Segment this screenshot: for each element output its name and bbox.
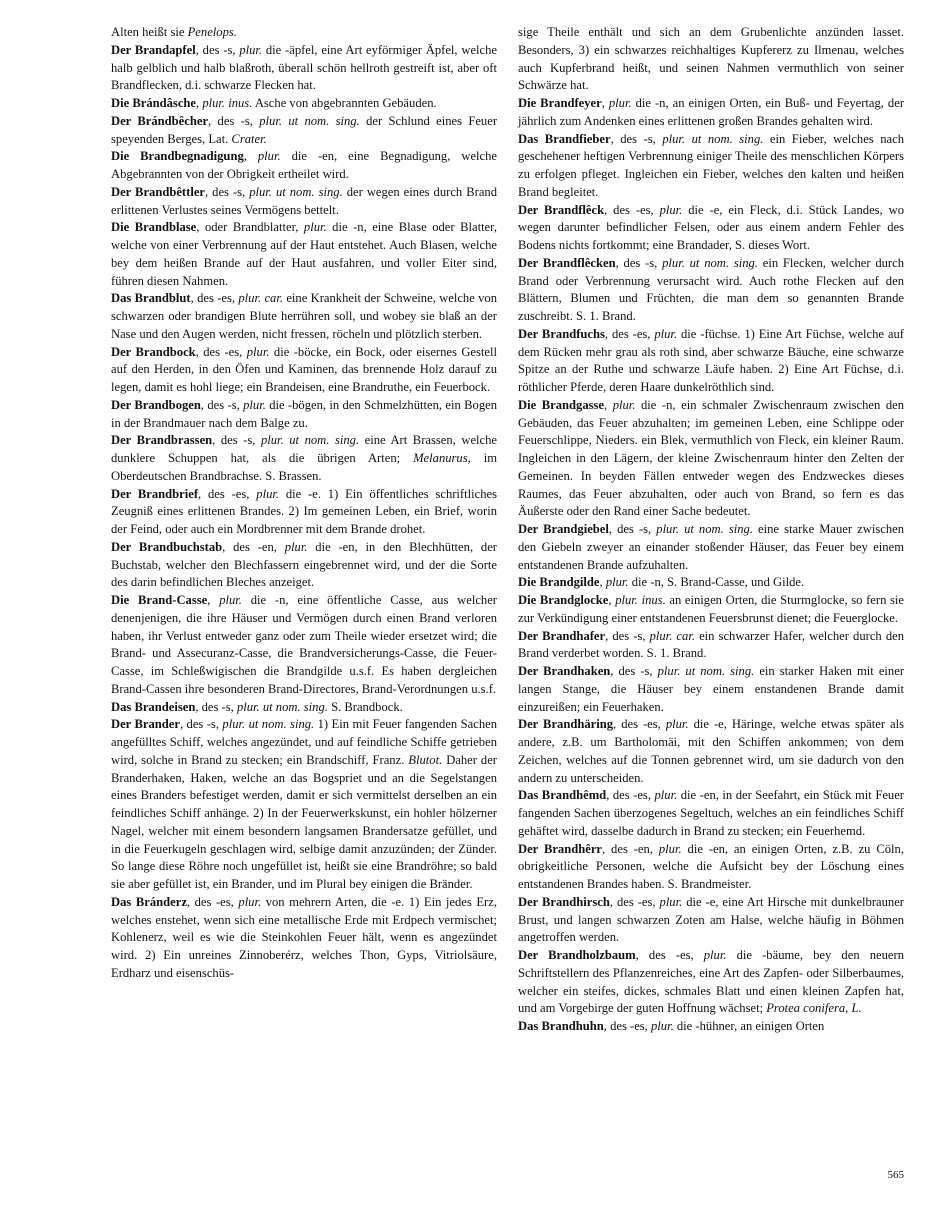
entry-text: , bbox=[608, 593, 616, 607]
entry-text: die -en, an einigen Orten, z.B. zu Cöln, obrigkeitliche Personen, welche die Aufsicht bey der Löschung eines entstandenen Brandes haben. S. Brandmeister. bbox=[518, 841, 904, 891]
entry-headword: Der Brandbêttler bbox=[111, 184, 206, 199]
entry-text: , des -s, bbox=[608, 522, 657, 536]
entry-text: , des -s, bbox=[615, 255, 663, 270]
entry-italic-text: plur. bbox=[658, 841, 682, 856]
entry-text: , bbox=[207, 593, 220, 607]
entry-text: die -n, an einigen Orten, ein Buß- und Feyertag, der jährlich zum Andenken eines erlittenen großen Brandes gehalten wird. bbox=[518, 96, 905, 128]
entry-text: , des -es, bbox=[604, 326, 655, 341]
entry-text: von mehrern Arten, die -e. 1) Ein jedes Erz, welches enstehet, wenn sich eine metallische Erde mit Erdpech vermischet; Kohlenerz, weil es wie die Steinkohlen Feuer hält, wenn es angezündet wird. 2) Ein unreines Zinnoberérz, welches Thon, Gyps, Vitriolsäure, Erdharz und eisenschüs- bbox=[111, 894, 497, 980]
entry-italic-text: plur. bbox=[654, 326, 678, 341]
dictionary-entry bbox=[518, 326, 904, 397]
entry-text: der wegen eines durch Brand erlittenen Verlustes seines Vermögens bettelt. bbox=[111, 184, 498, 217]
entry-text: , des -s, bbox=[605, 628, 650, 643]
entry-text: die -n, S. Brand-Casse, und Gilde. bbox=[628, 575, 805, 590]
entry-italic-text: Protea conifera, L. bbox=[766, 1001, 862, 1016]
entry-headword: Der Brandbrassen bbox=[111, 433, 213, 448]
dictionary-entry bbox=[111, 42, 497, 95]
entry-italic-text: plur. car. bbox=[649, 628, 695, 643]
entry-text: , des -es, bbox=[603, 1019, 651, 1033]
entry-text: die -hühner, an einigen Orten bbox=[673, 1019, 825, 1033]
entry-text: , des -s, bbox=[212, 433, 261, 448]
entry-headword: Der Brander bbox=[111, 717, 180, 732]
entry-text: , des -s, bbox=[610, 664, 658, 678]
entry-italic-text: plur. bbox=[284, 539, 308, 554]
entry-text: die -n, eine Blase oder Blatter, welche von einer Verbrennung auf der Haut entstehet. Auch Blasen, welche bey dem heißen Brande auf der Haut ausfahren, und voller Eiter sind, führen diesen Nahmen. bbox=[111, 220, 497, 288]
entry-headword: Der Brandbuchstab bbox=[111, 539, 223, 554]
entry-headword: Der Brandbock bbox=[111, 344, 196, 359]
entry-italic-text: plur. bbox=[256, 486, 280, 501]
entry-headword: Die Brandglocke bbox=[518, 593, 609, 607]
dictionary-entry bbox=[111, 148, 497, 184]
entry-text: eine Krankheit der Schweine, welche von schwarzen oder brandigen Blute herrühren soll, und wobey sie blaß an der Nase und den Augen werden, nicht fressen, röcheln und plötzlich sterben. bbox=[111, 291, 498, 341]
entry-text: , des -es, bbox=[606, 788, 655, 803]
entry-text: eine Art Brassen, welche dunklere Schuppen hat, als die übrigen Arten; bbox=[111, 433, 498, 465]
entry-headword: Der Brandhafer bbox=[518, 628, 606, 643]
entry-text: die -en, in den Blechhütten, der Buchstab, welcher den Blechfassern eingebrennet wird, und der die Sorte des darin befindlichen Bleches anzeiget. bbox=[111, 539, 497, 590]
dictionary-entry bbox=[518, 628, 904, 664]
entry-text: , des -s, bbox=[200, 397, 244, 412]
entry-text: die -n, eine öffentliche Casse, aus welcher denenjenigen, die ihre Häuser und Vermögen durch einen Brand verloren haben, ihr Verlust entweder ganz oder zum Theile wieder ersetzet wird; die Brand- und Assecuranz-Casse, die Brandversicherungs-Casse, die Feuer-Casse, im Schleßwigischen die Brandgilde u.s.f. Es haben dergleichen Brand-Cassen ihre besonderen Brand-Directores, Brand-Verordnungen u.s.f. bbox=[111, 593, 498, 696]
entry-text: die -e, ein Fleck, d.i. Stück Landes, wo wegen darunter befindlicher Felsen, oder aus einem andern Fehler des Bodens nichts fortkommt; eine Brandader, S. dieses Wort. bbox=[518, 202, 904, 252]
dictionary-entry bbox=[111, 894, 497, 983]
entry-italic-text: plur. bbox=[257, 149, 281, 164]
entry-headword: Die Brandbegnadigung bbox=[111, 149, 244, 164]
entry-italic-text: Penelops. bbox=[187, 25, 237, 39]
entry-italic-text: plur. ut nom. sing. bbox=[662, 255, 758, 270]
entry-text: die -e, Häringe, welche etwas später als andere, z.B. um Bartholomäi, mit den Schiffen ankommen; von dem Zeichen, welches auf die Tonnen gebrennet wird, um sie dadurch von den andern zu unterscheiden. bbox=[518, 717, 905, 785]
entry-headword: Die Brandblase bbox=[111, 220, 197, 235]
entry-text: , des -es, bbox=[190, 291, 239, 306]
dictionary-entry bbox=[111, 219, 497, 290]
entry-headword: Die Brándâsche bbox=[111, 96, 197, 110]
entry-text: die -bögen, in den Schmelzhütten, ein Bogen in der Brandmauer nach dem Balge zu. bbox=[111, 397, 498, 430]
entry-text: , des -s, bbox=[195, 699, 237, 714]
dictionary-entry bbox=[111, 397, 497, 433]
entry-text: eine starke Mauer zwischen den Giebeln zweyer an einander stoßender Häuser, das Feuer bey einem entstandenen Brande aufzuhalten. bbox=[518, 522, 905, 572]
entry-text: , des -es, bbox=[198, 486, 257, 501]
entry-text: , des -s, bbox=[208, 113, 260, 128]
entry-headword: Die Brandfeyer bbox=[518, 96, 602, 110]
entry-text: , des -es, bbox=[186, 894, 239, 909]
dictionary-entry bbox=[518, 95, 904, 131]
entry-text: Alten heißt sie bbox=[111, 25, 188, 39]
entry-italic-text: plur. bbox=[239, 42, 263, 57]
entry-italic-text: plur. ut nom. sing. bbox=[656, 522, 753, 536]
dictionary-entry bbox=[111, 592, 497, 699]
entry-text: ein Fieber, welches nach geschehener heftigen Verbrennung einiger Theile des menschlichen Körpers zu erfolgen pfleget. Ingleichen ein Fieber, welches den kalten und heißen Brand begleitet. bbox=[518, 131, 904, 199]
entry-text: , des -en, bbox=[602, 841, 659, 856]
entry-italic-text: plur. bbox=[605, 575, 629, 590]
entry-text: , des -es, bbox=[609, 894, 660, 909]
entry-text: die -e. 1) Ein öffentliches schriftliches Zeugniß eines erlittenen Brandes. 2) Im gemeinen Leben, ein Brief, worin der Feind, oder auch ein Mordbrenner mit dem Brande drohet. bbox=[111, 486, 497, 536]
dictionary-entry bbox=[518, 894, 904, 947]
dictionary-entry bbox=[111, 539, 497, 592]
dictionary-entry bbox=[111, 24, 497, 42]
dictionary-entry bbox=[518, 24, 904, 95]
entry-text: die -n, ein schmaler Zwischenraum zwischen den Gebäuden, das Feuer abzuhalten; im gemeinen Leben, eine Schlippe oder Feuerschlippe, Nieders. ein Blek, vermuthlich von Fleck, ein kleiner Raum. Ingleichen in den Lägern, der kleine Zwischenraum hinter den Zelten der Gemeinen. In beyden Fällen entweder wegen des Endzweckes dieses Raumes, das Feuer abzuhalten, oder auch von Brand, so fern es das Äußerste oder den Rand einer Sache bedeutet. bbox=[518, 397, 904, 519]
entry-text: , des -s, bbox=[610, 131, 663, 146]
entry-text: der Schlund eines Feuer speyenden Berges, Lat. bbox=[111, 113, 498, 146]
dictionary-entry bbox=[518, 255, 904, 326]
entry-italic-text: plur. bbox=[238, 894, 262, 909]
entry-text: an einigen Orten, die Sturmglocke, so fern sie zur Verkündigung einer entstandenen Feuersbrunst dienet; die Feuerglocke. bbox=[518, 593, 904, 625]
dictionary-entry bbox=[518, 1018, 904, 1036]
left-column bbox=[111, 24, 497, 983]
entry-italic-text: plur. bbox=[219, 593, 242, 607]
entry-italic-text: Blutot. bbox=[408, 752, 443, 767]
entry-italic-text: plur. ut nom. sing. bbox=[222, 717, 315, 732]
entry-italic-text: Crater. bbox=[231, 131, 267, 146]
entry-italic-text: plur. bbox=[703, 948, 727, 962]
entry-headword: Der Brandhaken bbox=[518, 664, 611, 678]
entry-italic-text: plur. inus. bbox=[615, 593, 666, 607]
dictionary-entry bbox=[518, 716, 904, 787]
entry-italic-text: plur. inus. bbox=[202, 96, 253, 110]
entry-headword: Der Brandflêcken bbox=[518, 255, 616, 270]
entry-italic-text: plur. bbox=[659, 202, 683, 217]
entry-text: , bbox=[604, 397, 613, 412]
entry-headword: Der Brandhêrr bbox=[518, 841, 603, 856]
dictionary-entry bbox=[518, 663, 904, 716]
entry-headword: Der Brandapfel bbox=[111, 42, 196, 57]
entry-headword: Der Brandholzbaum bbox=[518, 948, 636, 962]
entry-text: , des -es, bbox=[604, 202, 660, 217]
entry-headword: Das Bránderz bbox=[111, 894, 187, 909]
entry-italic-text: plur. bbox=[650, 1019, 674, 1033]
entry-text: , des -s, bbox=[195, 42, 240, 57]
entry-headword: Der Brandflêck bbox=[518, 202, 605, 217]
entry-headword: Das Brandhuhn bbox=[518, 1019, 604, 1033]
entry-italic-text: plur. bbox=[243, 397, 266, 412]
entry-headword: Die Brandgasse bbox=[518, 397, 605, 412]
entry-text: , des -en, bbox=[222, 539, 285, 554]
entry-text: 1) Ein mit Feuer fangenden Sachen angefülltes Schiff, welches angezündet, und auf feindliche Schiffe getrieben wird, solche in Brand zu stecken; ein Brandschiff, Franz. bbox=[111, 717, 498, 767]
dictionary-entry bbox=[518, 574, 904, 592]
entry-italic-text: plur. ut nom. sing. bbox=[662, 131, 764, 146]
entry-headword: Das Brandeisen bbox=[111, 699, 196, 714]
dictionary-entry bbox=[518, 592, 904, 628]
entry-italic-text: plur. bbox=[303, 220, 327, 235]
entry-italic-text: plur. ut nom. sing. bbox=[260, 433, 360, 448]
dictionary-entry bbox=[111, 432, 497, 485]
entry-text: sige Theile enthält und sich an dem Grubenlichte anzünden lasset. Besonders, 3) ein schwarzes reichhaltiges Kupfererz zu Ilmenau, welches auch Kupferbrand heißt, und seinen Nahmen vermuthlich von seiner Schwärze hat. bbox=[518, 25, 904, 93]
page-number: 565 bbox=[887, 1169, 904, 1181]
entry-headword: Der Brandbrief bbox=[111, 486, 199, 501]
entry-headword: Die Brandgilde bbox=[518, 575, 600, 590]
entry-italic-text: plur. car. bbox=[238, 291, 283, 306]
entry-text: , bbox=[196, 96, 203, 110]
entry-text: ein starker Haken mit einer langen Stange, die Häuser bey einem enstandenen Brande damit einzureißen; ein Feuerhaken. bbox=[518, 664, 905, 714]
entry-italic-text: plur. bbox=[608, 96, 632, 110]
entry-text: , des -s, bbox=[179, 717, 223, 732]
entry-text: ein schwarzer Hafer, welcher durch den Brand verderbet worden. S. 1. Brand. bbox=[518, 628, 905, 661]
dictionary-entry bbox=[518, 397, 904, 521]
entry-headword: Das Brandblut bbox=[111, 291, 191, 306]
entry-headword: Der Brandbogen bbox=[111, 397, 201, 412]
dictionary-entry bbox=[111, 486, 497, 539]
dictionary-entry bbox=[111, 290, 497, 343]
entry-italic-text: plur. ut nom. sing. bbox=[236, 699, 328, 714]
dictionary-entry bbox=[111, 699, 497, 717]
entry-headword: Die Brand-Casse bbox=[111, 593, 208, 607]
entry-text: ein Flecken, welcher durch Brand oder Verbrennung verursacht wird. Auch rothe Flecken auf den Blättern, Blumen und Früchten, die man dem so genannten Brande zuschreibt. S. 1. Brand. bbox=[518, 255, 905, 323]
entry-text: , bbox=[243, 149, 258, 164]
entry-text: die -füchse. 1) Eine Art Füchse, welche auf dem Rücken mehr grau als roth sind, aber schwarze Bäuche, eine schwarze Spitze an der Ruthe und schwarze Läufe haben. 2) Eine Art Füchse, d.i. röthlicher Pferde, deren Haare dunkelröthlich sind. bbox=[518, 326, 904, 394]
entry-headword: Der Brandhirsch bbox=[518, 894, 610, 909]
entry-headword: Das Brandfieber bbox=[518, 131, 611, 146]
entry-text: Asche von abgebrannten Gebäuden. bbox=[252, 96, 437, 110]
dictionary-entry bbox=[111, 184, 497, 220]
entry-text: die -böcke, ein Bock, oder eisernes Gestell auf den Herden, in den Öfen und Kaminen, das brennende Holz darauf zu legen, damit es hohl liege; ein Brandeisen, eine Brandruthe, ein Feuerbock. bbox=[111, 344, 497, 394]
entry-italic-text: plur. ut nom. sing. bbox=[657, 664, 755, 678]
dictionary-entry bbox=[111, 716, 497, 894]
entry-text: , des -es, bbox=[195, 344, 247, 359]
entry-headword: Der Brandhäring bbox=[518, 717, 614, 732]
dictionary-entry bbox=[111, 113, 497, 149]
dictionary-entry bbox=[518, 947, 904, 1018]
entry-text: die -en, eine Begnadigung, welche Abgebrannten von der Obrigkeit ertheilet wird. bbox=[111, 149, 498, 181]
dictionary-entry bbox=[111, 95, 497, 113]
entry-text: die -e, eine Art Hirsche mit dunkelbrauner Brust, und langen schwarzen Zoten am Halse, welche häufig in Böhmen angetroffen werden. bbox=[518, 894, 905, 945]
entry-text: die -äpfel, eine Art eyförmiger Äpfel, welche halb gelblich und halb blaßroth, überall schön hellroth gestreift ist, aber oft Brandflecken, d.i. schwarze Flecken hat. bbox=[111, 42, 498, 93]
entry-italic-text: plur. bbox=[246, 344, 270, 359]
entry-text: , des -es, bbox=[635, 948, 704, 962]
entry-italic-text: plur. bbox=[612, 397, 636, 412]
entry-text: , des -s, bbox=[205, 184, 250, 199]
entry-italic-text: plur. bbox=[654, 788, 678, 803]
dictionary-entry bbox=[518, 787, 904, 840]
dictionary-entry bbox=[518, 131, 904, 202]
entry-text: , oder Brandblatter, bbox=[196, 220, 304, 235]
entry-text: Daher der Branderhaken, Haken, welche an das Bogspriet und an die Segelstangen eines Branders befestiget werden, damit er sich vermittelst derselben an ein feindliches Schiff anhänge. 2) In der Feuerwerkskunst, ein hohler hölzerner Nagel, welcher mit einem besondern langsamen Brandersatze gefüllet, und in die Feuerkugeln geschlagen wird, selbige damit anzuzünden; der Zünder. So lange diese Röhre noch ungefüllet ist, heißt sie eine Brandröhre; so bald sie aber gefüllet ist, ein Brander, und im Plural bey einigen die Bränder. bbox=[111, 752, 497, 891]
entry-italic-text: plur. bbox=[665, 717, 689, 732]
entry-headword: Der Brandgiebel bbox=[518, 522, 609, 536]
entry-italic-text: plur. ut nom. sing. bbox=[249, 184, 343, 199]
entry-text: , bbox=[601, 96, 609, 110]
entry-text: S. Brandbock. bbox=[327, 699, 403, 714]
entry-italic-text: Melanurus, bbox=[413, 451, 471, 465]
entry-headword: Der Brandfuchs bbox=[518, 326, 605, 341]
entry-headword: Das Brandhêmd bbox=[518, 788, 607, 803]
entry-text: die -en, in der Seefahrt, ein Stück mit Feuer fangenden Sachen überzogenes Segeltuch, welches an ein feindliches Schiff gehäftet wird, dasselbe dadurch in Brand zu stecken; ein Feuerhemd. bbox=[518, 788, 904, 838]
dictionary-entry bbox=[518, 521, 904, 574]
entry-headword: Der Brándbêcher bbox=[111, 113, 209, 128]
entry-text: die -bäume, bey den neuern Schriftstellern des Pflanzenreiches, eine Art des Zapfen- oder Silberbaumes, welcher ein steifes, dickes, schmales Blatt und einen kleinen Zapfen hat, und am Vorgebirge der guten Hoffnung wächset; bbox=[518, 948, 904, 1016]
right-column bbox=[518, 24, 904, 1036]
entry-text: , bbox=[599, 575, 606, 590]
entry-text: im Oberdeutschen Brandbrachse. S. Brassen. bbox=[111, 451, 497, 483]
entry-italic-text: plur. ut nom. sing. bbox=[259, 113, 360, 128]
entry-text: , des -es, bbox=[613, 717, 666, 732]
entry-italic-text: plur. bbox=[659, 894, 683, 909]
dictionary-entry bbox=[518, 841, 904, 894]
dictionary-entry bbox=[111, 344, 497, 397]
dictionary-entry bbox=[518, 202, 904, 255]
